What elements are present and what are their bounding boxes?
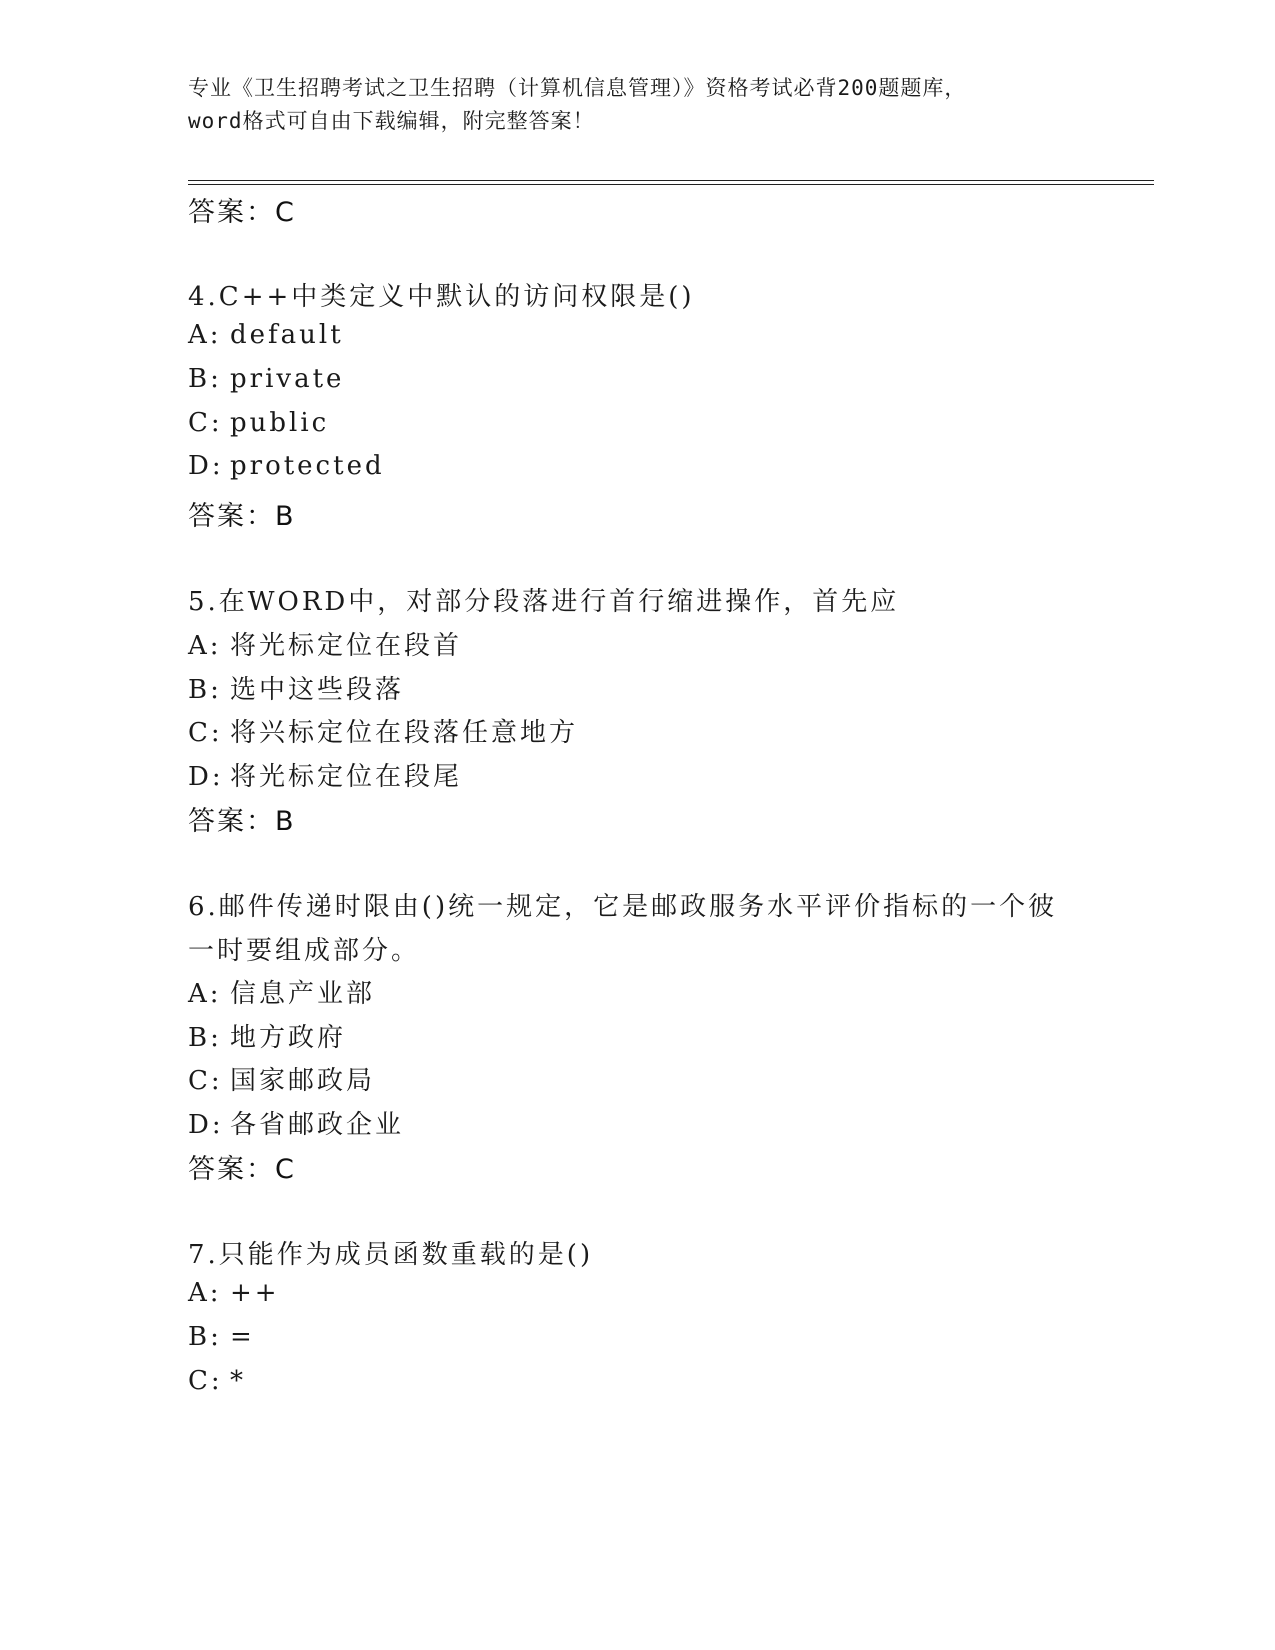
header-line-2: word格式可自由下载编辑，附完整答案！ [188, 109, 595, 133]
question-7-option-b [188, 1322, 255, 1352]
question-4-option-a [188, 320, 344, 350]
question-4-stem: 4.C++中类定义中默认的访问权限是() [188, 282, 695, 312]
option-letter: B: [188, 1322, 222, 1352]
option-letter: C: [188, 408, 223, 438]
option-text: 将光标定位在段首 [230, 631, 463, 661]
option-letter: A: [188, 631, 222, 661]
question-5-stem: 5.在WORD中，对部分段落进行首行缩进操作，首先应 [188, 587, 900, 617]
option-letter: C: [188, 1066, 223, 1096]
option-text: 选中这些段落 [230, 675, 405, 705]
option-letter: D: [188, 1110, 224, 1140]
question-6-answer: 答案：C [188, 1154, 296, 1185]
question-5-option-d [188, 756, 462, 793]
option-letter: A: [188, 979, 222, 1009]
option-text: 将光标定位在段尾 [230, 762, 463, 792]
option-letter: A: [188, 320, 222, 350]
option-text: private [230, 364, 345, 394]
option-text: 各省邮政企业 [230, 1110, 405, 1140]
header-line-1: 专业《卫生招聘考试之卫生招聘（计算机信息管理）》资格考试必背200题题库， [188, 76, 967, 100]
question-4-option-b [188, 364, 344, 394]
question-6-option-d [188, 1104, 404, 1141]
question-5-option-b [188, 669, 404, 706]
option-text: protected [230, 451, 385, 481]
prev-answer: 答案：C [188, 197, 296, 228]
question-5-answer: 答案：B [188, 806, 296, 837]
question-4-option-d [188, 451, 385, 481]
header-divider-bottom [188, 184, 1154, 185]
option-text: 将兴标定位在段落任意地方 [230, 718, 579, 748]
option-letter: C: [188, 718, 223, 748]
question-6-option-a [188, 973, 375, 1010]
option-letter: C: [188, 1366, 223, 1396]
header-divider-top [188, 180, 1154, 181]
option-text: = [230, 1322, 255, 1352]
option-text: 国家邮政局 [230, 1066, 376, 1096]
option-letter: D: [188, 762, 224, 792]
question-7-option-a [188, 1278, 280, 1308]
option-letter: B: [188, 675, 222, 705]
question-7-option-c [188, 1366, 246, 1396]
question-7-stem: 7.只能作为成员函数重载的是() [188, 1240, 594, 1270]
question-6-option-c [188, 1060, 375, 1097]
option-text: default [230, 320, 344, 350]
question-4-answer: 答案：B [188, 501, 296, 532]
question-6-option-b [188, 1017, 346, 1054]
option-letter: D: [188, 451, 224, 481]
document-header [188, 72, 1088, 138]
question-4-option-c [188, 408, 329, 438]
option-letter: A: [188, 1278, 222, 1308]
question-6-stem-line-2: 一时要组成部分。 [188, 936, 421, 966]
option-text: * [230, 1366, 246, 1396]
option-text: 地方政府 [230, 1023, 347, 1053]
option-text: ++ [230, 1278, 280, 1308]
question-5-option-c [188, 712, 578, 749]
question-5-option-a [188, 625, 462, 662]
option-letter: B: [188, 364, 222, 394]
question-6-stem-line-1: 6.邮件传递时限由()统一规定，它是邮政服务水平评价指标的一个彼 [188, 892, 1058, 922]
option-text: public [230, 408, 330, 438]
option-letter: B: [188, 1023, 222, 1053]
option-text: 信息产业部 [230, 979, 376, 1009]
